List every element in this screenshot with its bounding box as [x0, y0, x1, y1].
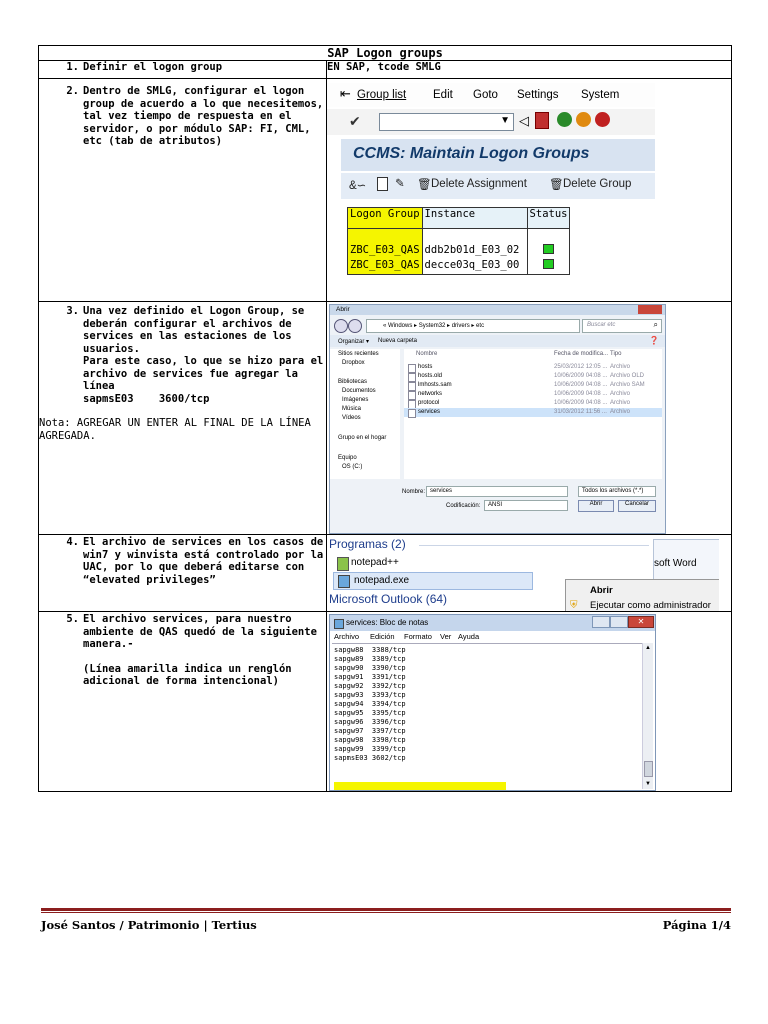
- notepad-plus-plus-icon: [337, 557, 349, 571]
- page-footer: [41, 908, 731, 934]
- notepad-text-area[interactable]: [332, 643, 642, 790]
- open-label: Abrir: [589, 501, 603, 507]
- outlook-heading: Microsoft Outlook (64): [329, 592, 448, 606]
- instance-cell[interactable]: decce03q_E03_00: [422, 259, 527, 275]
- nav-recent[interactable]: Sitios recientes: [338, 351, 379, 357]
- encoding-value: ANSI: [488, 502, 503, 508]
- context-run-as-admin[interactable]: Ejecutar como administrador: [590, 600, 711, 611]
- menu-formato[interactable]: Formato: [404, 632, 432, 641]
- nav-drive-c[interactable]: OS (C:): [342, 464, 363, 470]
- file-row[interactable]: [404, 363, 662, 372]
- step-1-text: [39, 61, 327, 79]
- enter-check-icon[interactable]: ✔: [349, 113, 361, 129]
- address-path: « Windows ▸ System32 ▸ drivers ▸ etc: [383, 323, 485, 329]
- back-icon[interactable]: [557, 112, 572, 127]
- status-cell: [527, 259, 570, 275]
- file-type-select[interactable]: [578, 486, 656, 497]
- step-3-detail: Para este caso, lo que se hizo para el archivo de services fue agregar la línea: [83, 355, 324, 392]
- navigation-pane: [330, 349, 400, 479]
- minimize-icon[interactable]: [592, 616, 610, 628]
- step-3-note: Nota: AGREGAR UN ENTER AL FINAL DE LA LÍNEA AGREGADA.: [39, 417, 311, 442]
- word-item[interactable]: [653, 539, 719, 581]
- step-2-text: [39, 79, 327, 302]
- services-line: sapgw90 3390/tcp: [334, 664, 406, 672]
- instance-cell[interactable]: ddb2b01d_E03_02: [422, 244, 527, 259]
- services-line: sapgw89 3389/tcp: [334, 655, 406, 663]
- sap-screen-title: CCMS: Maintain Logon Groups: [353, 145, 590, 162]
- new-document-icon[interactable]: [377, 177, 388, 191]
- maximize-icon[interactable]: [610, 616, 628, 628]
- search-placeholder: Buscar etc: [587, 322, 616, 328]
- services-line: sapgw98 3398/tcp: [334, 736, 406, 744]
- pencil-icon[interactable]: ✎: [395, 178, 405, 190]
- services-line: sapgw95 3395/tcp: [334, 709, 406, 717]
- nav-homegroup[interactable]: Grupo en el hogar: [338, 435, 387, 441]
- scroll-thumb[interactable]: [644, 761, 653, 777]
- word-label: soft Word: [654, 558, 697, 569]
- menu-group-list[interactable]: Group list: [357, 89, 407, 101]
- step-3-services-line: sapmsE03 3600/tcp: [83, 392, 210, 405]
- encoding-label: Codificación:: [446, 503, 481, 509]
- services-line: sapgw88 3388/tcp: [334, 646, 406, 654]
- notepad-title: services: Bloc de notas: [346, 618, 429, 627]
- back-arrow-icon[interactable]: ◁: [519, 113, 529, 128]
- forward-icon[interactable]: [348, 319, 362, 333]
- menu-archivo[interactable]: Archivo: [334, 632, 360, 641]
- step-1-label: Definir el logon group: [83, 61, 223, 73]
- file-date: 10/06/2009 04:08 ...: [554, 382, 608, 388]
- file-name: hosts: [418, 364, 433, 370]
- step-3-label: Una vez definido el Logon Group, se deberán configurar el archivos de services en las estaciones de los usuarios.: [83, 305, 305, 355]
- menu-ayuda[interactable]: Ayuda: [458, 632, 480, 641]
- cancel-icon[interactable]: [595, 112, 610, 127]
- col-instance[interactable]: Instance: [422, 208, 527, 229]
- step-5-note: (Línea amarilla indica un renglón adicional de forma intencional): [83, 662, 292, 687]
- close-icon[interactable]: [638, 305, 662, 314]
- file-date: 10/06/2009 04:08 ...: [554, 391, 608, 397]
- step-4-label: El archivo de services en los casos de win7 y winvista está controlado por la UAC, por lo que deberá editarse con “elevated privileges”: [83, 536, 324, 586]
- menu-system[interactable]: System: [581, 89, 620, 101]
- menu-exit-icon[interactable]: ⇤: [340, 86, 351, 101]
- services-line: sapgw92 3392/tcp: [334, 682, 406, 690]
- delete-group-button[interactable]: Delete Group: [563, 178, 632, 190]
- file-name: protocol: [418, 400, 440, 406]
- nav-libraries[interactable]: Bibliotecas: [338, 379, 368, 385]
- new-folder-button[interactable]: Nueva carpeta: [378, 338, 418, 344]
- column-date[interactable]: Fecha de modifica...: [554, 351, 609, 357]
- services-line: sapgw96 3396/tcp: [334, 718, 406, 726]
- delete-assignment-button[interactable]: Delete Assignment: [431, 178, 527, 190]
- nav-documents[interactable]: Documentos: [342, 388, 376, 394]
- filename-value: services: [430, 488, 453, 494]
- trash-icon[interactable]: 🗑: [549, 179, 564, 191]
- nav-music[interactable]: Música: [342, 406, 362, 412]
- divider: [419, 545, 649, 546]
- file-type: Archivo: [610, 391, 631, 397]
- encoding-select[interactable]: [484, 500, 568, 511]
- dialog-title: Abrir: [336, 306, 350, 313]
- sap-application-toolbar: [341, 173, 655, 199]
- logon-group-cell[interactable]: ZBC_E03_QAS: [348, 259, 423, 275]
- services-line: sapmsE03 3602/tcp: [334, 754, 406, 762]
- notepad-menubar: [330, 631, 655, 642]
- footer-author: José Santos / Patrimonio | Tertius: [41, 918, 257, 932]
- services-line: sapgw91 3391/tcp: [334, 673, 406, 681]
- file-date: 25/03/2012 12:05 ...: [554, 364, 608, 370]
- nav-images[interactable]: Imágenes: [342, 397, 369, 403]
- file-name: lmhosts.sam: [418, 382, 452, 388]
- chevron-down-icon[interactable]: ▼: [500, 115, 510, 126]
- start-menu-screenshot: [327, 535, 719, 611]
- scroll-down-icon[interactable]: ▼: [645, 781, 651, 787]
- step-3-screenshot-cell: [327, 302, 732, 535]
- footer-rule-thin: [41, 912, 731, 913]
- sap-smlg-screenshot: [327, 83, 655, 301]
- step-4-screenshot-cell: [327, 535, 732, 612]
- notepad-lines: [334, 646, 406, 763]
- status-green-icon: [543, 259, 554, 269]
- step-4-number: 4.: [66, 536, 79, 548]
- column-name[interactable]: Nombre: [416, 351, 438, 357]
- back-icon[interactable]: [334, 319, 348, 333]
- file-date: 10/06/2009 04:08 ...: [554, 373, 608, 379]
- dialog-footer: [330, 481, 665, 533]
- address-bar[interactable]: [366, 319, 580, 333]
- table-row[interactable]: [348, 259, 570, 275]
- file-type-value: Todos los archivos (*.*): [582, 488, 644, 494]
- step-5-text: [39, 612, 327, 792]
- grid-spacer: [348, 229, 423, 245]
- table-row[interactable]: [348, 244, 570, 259]
- program-notepad[interactable]: notepad.exe: [354, 575, 410, 586]
- logon-groups-table: [347, 207, 570, 275]
- file-type: Archivo OLD: [610, 373, 645, 379]
- col-logon-group[interactable]: Logon Group: [348, 208, 423, 229]
- services-line: sapgw93 3393/tcp: [334, 691, 406, 699]
- filename-input[interactable]: [426, 486, 568, 497]
- step-3-text: [39, 302, 327, 535]
- footer-rule-thick: [41, 908, 731, 911]
- column-type[interactable]: Tipo: [610, 351, 622, 357]
- glasses-icon[interactable]: &∽: [349, 180, 367, 192]
- step-1-right: EN SAP, tcode SMLG: [327, 61, 732, 79]
- scroll-up-icon[interactable]: ▲: [645, 645, 651, 651]
- notepad-titlebar: [330, 615, 655, 631]
- nav-computer[interactable]: Equipo: [338, 455, 357, 461]
- step-2-number: 2.: [66, 85, 79, 97]
- footer-page-number: Página 1/4: [662, 918, 731, 932]
- nav-videos[interactable]: Vídeos: [342, 415, 361, 421]
- file-row[interactable]: [404, 390, 662, 399]
- file-type: Archivo: [610, 400, 631, 406]
- step-2-label: Dentro de SMLG, configurar el logon group de acuerdo a lo que necesitemos, tal vez tiempo de respuesta en el servidor, o por módulo SAP: FI, CML, etc (tab de atributos): [83, 85, 324, 147]
- document-table: [38, 45, 732, 792]
- notepad-icon: [334, 619, 344, 629]
- status-green-icon: [543, 244, 554, 254]
- logon-groups-grid: [347, 207, 570, 275]
- notepad-window: [329, 614, 656, 791]
- file-date: 31/03/2012 11:56 ...: [554, 409, 607, 415]
- dialog-titlebar: [330, 305, 665, 315]
- services-line: sapgw97 3397/tcp: [334, 727, 406, 735]
- notepad-icon: [338, 575, 350, 588]
- services-line: sapgw94 3394/tcp: [334, 700, 406, 708]
- trash-icon[interactable]: 🗑: [417, 179, 432, 191]
- nav-dropbox[interactable]: Dropbox: [342, 360, 365, 366]
- file-name: networks: [418, 391, 443, 397]
- file-row[interactable]: [404, 372, 662, 381]
- menu-goto[interactable]: Goto: [473, 89, 498, 101]
- exit-icon[interactable]: [576, 112, 591, 127]
- document-title: SAP Logon groups: [39, 46, 732, 61]
- file-type: Archivo SAM: [610, 382, 645, 388]
- col-status[interactable]: Status: [527, 208, 570, 229]
- services-line: sapgw99 3399/tcp: [334, 745, 406, 753]
- cancel-button[interactable]: [618, 500, 656, 512]
- file-name: services: [418, 409, 441, 415]
- explorer-open-dialog: [329, 304, 666, 534]
- open-button[interactable]: [578, 500, 614, 512]
- command-bar: [330, 335, 665, 347]
- sap-title-bar: [341, 139, 655, 171]
- file-type: Archivo: [610, 364, 631, 370]
- step-5-label: El archivo services, para nuestro ambiente de QAS quedó de la siguiente manera.-: [83, 613, 317, 650]
- file-row[interactable]: [404, 399, 662, 408]
- footer-text: [41, 918, 731, 934]
- menu-settings[interactable]: Settings: [517, 89, 559, 101]
- context-menu: [565, 579, 719, 611]
- file-icon: [408, 409, 416, 418]
- programs-heading: Programas (2): [329, 537, 406, 551]
- program-notepadpp[interactable]: notepad++: [351, 557, 399, 568]
- sap-toolbar: [327, 109, 655, 135]
- sap-menubar: [327, 83, 655, 107]
- step-2-screenshot-cell: [327, 79, 732, 302]
- added-line-highlight: [334, 782, 506, 791]
- step-1-number: 1.: [66, 61, 79, 73]
- close-icon[interactable]: ✕: [628, 616, 654, 628]
- search-icon: ⌕: [653, 320, 658, 329]
- context-open[interactable]: Abrir: [590, 585, 613, 596]
- file-type: Archivo: [610, 409, 631, 415]
- step-4-text: [39, 535, 327, 612]
- shield-icon: ⛨: [570, 600, 578, 611]
- help-icon[interactable]: ❓: [649, 336, 659, 345]
- file-row[interactable]: [404, 381, 662, 390]
- filename-label: Nombre:: [402, 489, 426, 495]
- file-date: 10/06/2009 04:08 ...: [554, 400, 608, 406]
- step-5-screenshot-cell: [327, 612, 732, 792]
- command-field[interactable]: [379, 113, 514, 131]
- organize-menu[interactable]: Organizar ▾: [338, 339, 370, 345]
- file-row[interactable]: [404, 408, 662, 417]
- file-list: [404, 349, 662, 479]
- file-name: hosts.old: [418, 373, 443, 379]
- save-icon[interactable]: [535, 112, 549, 129]
- menu-ver[interactable]: Ver: [440, 632, 452, 641]
- menu-edit[interactable]: Edit: [433, 89, 453, 101]
- step-5-number: 5.: [66, 613, 79, 625]
- step-3-number: 3.: [66, 305, 79, 317]
- logon-group-cell[interactable]: ZBC_E03_QAS: [348, 244, 423, 259]
- menu-edicion[interactable]: Edición: [370, 632, 395, 641]
- search-input[interactable]: [582, 319, 662, 333]
- status-cell: [527, 244, 570, 259]
- cancel-label: Cancelar: [624, 501, 649, 507]
- vertical-scrollbar[interactable]: [642, 643, 653, 789]
- program-notepad-highlight[interactable]: [333, 572, 533, 590]
